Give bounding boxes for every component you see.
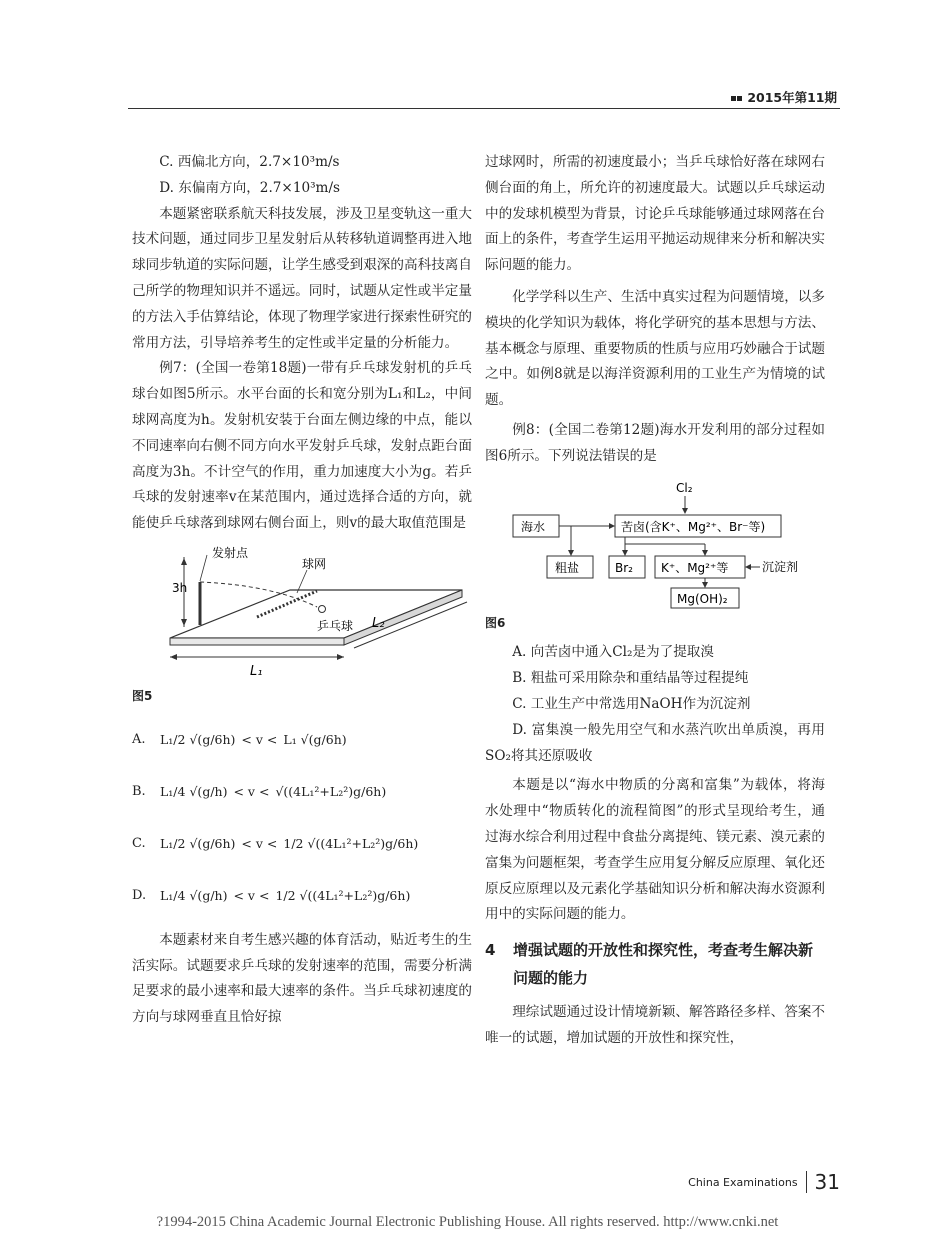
header-rule xyxy=(128,108,840,109)
answer-options xyxy=(132,714,472,922)
arrow-down-icon xyxy=(682,508,688,514)
math-left: L₁/4 √(g/h) xyxy=(160,783,228,799)
option-a: A. L₁/2 √(g/6h) < v < L₁ √(g/6h) xyxy=(132,714,472,766)
figure-6-caption: 图6 xyxy=(485,615,506,630)
label-3h: 3h xyxy=(172,580,188,595)
figure-5 xyxy=(132,545,472,680)
example-7: 例7：(全国一卷第18题)一带有乒乓球发射机的乒乓球台如图5所示。水平台面的长和宽分别为L₁和L₂，中间球网高度为h。发射机安装于台面左侧边缘的中点，能以不同速率向右侧不同方向水平发射乒乓球，发射点距台面高度为3h。不计空气的作用，重力加速度大小为g。若乒乓球的发射速率v在某范围内，通过选择合适的方向，就能使乒乓球落到球网右侧台面上，则v的最大取值范围是 xyxy=(132,360,472,532)
copyright-notice: ?1994-2015 China Academic Journal Electronic Publishing House. All rights reserved. http://www.cnki.net xyxy=(156,1214,779,1230)
svg-text:Mg(OH)₂: Mg(OH)₂ xyxy=(677,591,728,606)
label-cl2: Cl₂ xyxy=(676,480,693,495)
page-footer xyxy=(688,1170,840,1194)
arrow-left-icon xyxy=(170,654,177,660)
paragraph: 本题素材来自考生感兴趣的体育活动，贴近考生的生活实际。试题要求乒乓球的发射速率的范围，需要分析满足要求的最小速率和最大速率的条件。当乒乓球初速度的方向与球网垂直且恰好掠 xyxy=(132,931,472,1026)
label-l1: L₁ xyxy=(250,663,263,679)
left-column xyxy=(132,150,472,1031)
example-8: 例8：(全国二卷第12题)海水开发利用的部分过程如图6所示。下列说法错误的是 xyxy=(485,421,825,464)
svg-text:Br₂: Br₂ xyxy=(615,560,633,575)
label-net: 球网 xyxy=(302,556,327,571)
option-c: C. 西偏北方向，2.7×10³m/s xyxy=(159,154,340,170)
option-a: A. 向苦卤中通入Cl₂是为了提取溴 xyxy=(512,644,714,661)
section-heading: 4 增强试题的开放性和探究性，考查考生解决新问题的能力 xyxy=(485,941,814,988)
math-left: L₁/2 √(g/6h) xyxy=(160,731,236,747)
option-d: D. 富集溴一般先用空气和水蒸汽吹出单质溴，再用SO₂将其还原吸收 xyxy=(485,721,825,764)
svg-text:粗盐: 粗盐 xyxy=(555,560,580,575)
ball-icon xyxy=(319,605,326,612)
svg-text:海水: 海水 xyxy=(521,519,546,534)
seawater-flowchart xyxy=(485,474,825,609)
math-left: L₁/4 √(g/h) xyxy=(160,887,228,903)
math-right: √((4L₁²+L₂²)g/6h) xyxy=(275,783,387,799)
table-tennis-diagram xyxy=(132,545,472,680)
math-right: L₁ √(g/6h) xyxy=(283,731,347,747)
square-bullet-icon xyxy=(737,96,742,101)
leader-line xyxy=(200,555,207,581)
option-c: C. L₁/2 √(g/6h) < v < 1/2 √((4L₁²+L₂²)g/6h) xyxy=(132,818,472,870)
paragraph: 化学学科以生产、生活中真实过程为问题情境，以多模块的化学知识为载体，将化学研究的基本思想与方法、基本概念与原理、重要物质的性质与应用巧妙融合于试题之中。如例8就是以海洋资源利用的工业生产为情境的试题。 xyxy=(485,288,825,409)
label-ball: 乒乓球 xyxy=(317,618,354,633)
paragraph: 过球网时，所需的初速度最小；当乒乓球恰好落在球网右侧台面的角上，所允许的初速度最大。试题以乒乓球运动中的发球机模型为背景，讨论乒乓球能够通过球网落在台面上的条件，考查学生运用平抛运动规律来分析和解决实际问题的能力。 xyxy=(485,154,825,274)
figure-5-caption: 图5 xyxy=(132,688,153,703)
arrow-right-icon xyxy=(337,654,344,660)
page-number: 31 xyxy=(814,1170,840,1194)
label-precip: 沉淀剂 xyxy=(762,559,799,574)
math-right: 1/2 √((4L₁²+L₂²)g/6h) xyxy=(283,835,419,851)
arrow-down-icon xyxy=(622,550,628,556)
arrow-right-icon xyxy=(609,523,615,529)
figure-6 xyxy=(485,474,825,609)
option-b: B. L₁/4 √(g/h) < v < √((4L₁²+L₂²)g/6h) xyxy=(132,766,472,818)
arrow-down-icon xyxy=(181,619,187,626)
option-c: C. 工业生产中常选用NaOH作为沉淀剂 xyxy=(512,695,751,712)
paragraph: 理综试题通过设计情境新颖、解答路径多样、答案不唯一的试题，增加试题的开放性和探究性， xyxy=(485,1004,825,1046)
footer-divider xyxy=(806,1171,807,1193)
math-right: 1/2 √((4L₁²+L₂²)g/6h) xyxy=(275,887,411,903)
svg-text:苦卤(含K⁺、Mg²⁺、Br⁻等): 苦卤(含K⁺、Mg²⁺、Br⁻等) xyxy=(621,519,766,534)
label-l2: L₂ xyxy=(372,615,385,631)
issue-label: 2015年第11期 xyxy=(731,88,837,106)
right-column xyxy=(485,150,825,1052)
option-d: D. 东偏南方向，2.7×10³m/s xyxy=(159,179,341,196)
table-front-edge xyxy=(170,638,344,645)
arrow-up-icon xyxy=(181,558,187,565)
math-left: L₁/2 √(g/6h) xyxy=(160,835,236,851)
square-bullet-icon xyxy=(731,96,736,101)
journal-name: China Examinations xyxy=(688,1175,798,1189)
arrow-down-icon xyxy=(702,550,708,556)
svg-text:K⁺、Mg²⁺等: K⁺、Mg²⁺等 xyxy=(661,560,729,575)
paragraph: 本题紧密联系航天科技发展，涉及卫星变轨这一重大技术问题，通过同步卫星发射后从转移轨道调整再进入地球同步轨道的实际问题，让学生感受到艰深的高科技离自己所学的物理知识并不遥远。同时，试题从定性或半定量的方法入手估算结论，体现了物理学家进行探索性研究的常用方法，引导培养考生的定性或半定量的分析能力。 xyxy=(132,205,472,351)
arrow-down-icon xyxy=(702,582,708,588)
arrow-down-icon xyxy=(568,550,574,556)
option-b: B. 粗盐可采用除杂和重结晶等过程提纯 xyxy=(512,670,749,687)
option-d: D. L₁/4 √(g/h) < v < 1/2 √((4L₁²+L₂²)g/6h) xyxy=(132,870,472,922)
arrow-left-icon xyxy=(745,564,751,570)
paragraph: 本题是以“海水中物质的分离和富集”为载体，将海水处理中“物质转化的流程简图”的形式呈现给考生，通过海水综合利用过程中食盐分离提纯、镁元素、溴元素的富集为问题框架，考查学生应用复分解反应原理、氧化还原反应原理以及元素化学基础知识分析和解决海水资源利用中的实际问题的能力。 xyxy=(485,777,825,923)
label-launch: 发射点 xyxy=(212,545,249,560)
